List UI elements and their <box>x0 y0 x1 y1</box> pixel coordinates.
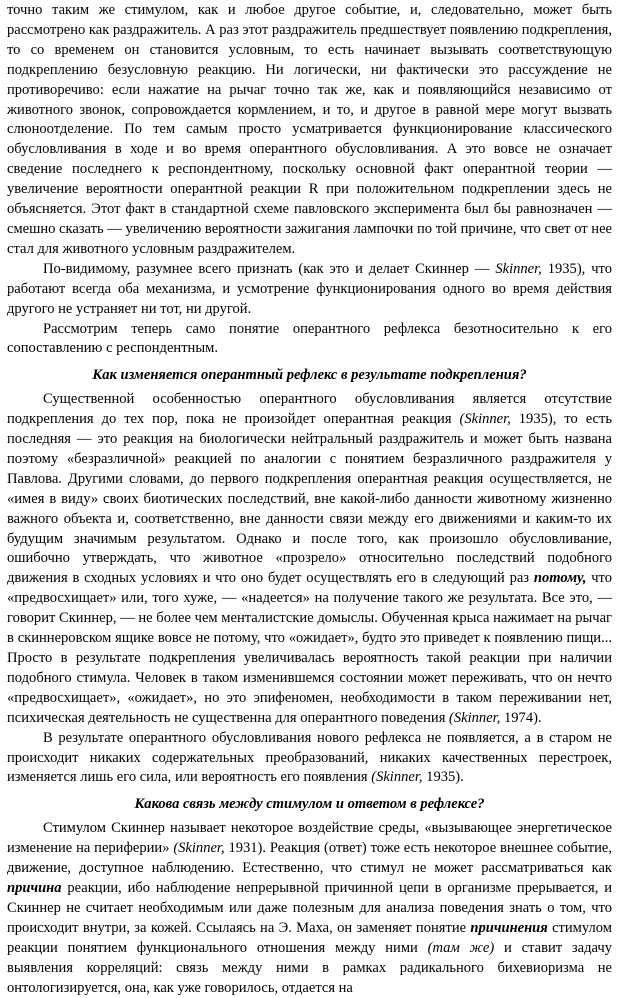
emphasis: потому, <box>533 570 587 587</box>
citation: Skinner, <box>495 260 542 277</box>
paragraph-5: В результате оперантного обусловливания нового рефлекса не появляется, а в старом не происходит никаких содержательных преобразований, никаких качественных перестроек, изменяется лишь его сила, или вероятность его появления (Skinner, 1935). <box>7 729 612 786</box>
section-heading-1: Как изменяется оперантный рефлекс в результате подкрепления? <box>92 367 527 384</box>
paragraph-3: Рассмотрим теперь само понятие оперантного рефлекса безотносительно к его сопоставлению с респондентным. <box>7 320 612 357</box>
citation: (Skinner, <box>449 709 501 726</box>
paragraph-6: Стимулом Скиннер называет некоторое воздействие среды, «вызывающее энергетическое изменение на периферии» (Skinner, 1931). Реакция (ответ) тоже есть некоторое внешнее событие, движение, доступное наблюдению. Естественно, что стимул не может рассматриваться как причина реакции, ибо наблюдение непрерывной причинной цепи в организме прерывается, и Скиннер не считает необходимым или даже полезным для анализа поведения знать о том, что происходит внутри, за кожей. Ссылаясь на Э. Маха, он заменяет понятие причинения стимулом реакции понятием функционального отношения между ними (там же) и ставит задачу выявления корреляций: связь между ними в рамках радикального бихевиоризма не онтологизируется, она, как уже говорилось, отдается на <box>7 820 612 996</box>
citation: (Skinner, <box>459 411 511 428</box>
paragraph-4: Существенной особенностью оперантного обусловливания является отсутствие подкрепления до тех пор, пока не произойдет оперантная реакция (Skinner, 1935), то есть последняя — это реакция на биологически нейтральный раздражитель и может быть названа поэтому «безразличной» реакцией по аналогии с понятием безразличного раздражителя у Павлова. Другими словами, до первого подкрепления оперантная реакция осуществляется, не «имея в виду» своих биотических последствий, вне какой-либо данности животному жизненно важного объекта и, соответственно, вне данности связи между его движениями и каким-то их будущим значимым результатом. Однако и после того, как произошло обусловливание, ошибочно утверждать, что животное «прозрело» относительно последствий подобного движения в сходных условиях и что оно будет осуществлять его в следующий раз потому, что «предвосхищает» или, того хуже, — «надеется» на получение такого же результата. Все это, — говорит Скиннер, — не более чем менталистские домыслы. Обученная крыса нажимает на рычаг в скиннеровском ящике вовсе не потому, что «ожидает», будто это приведет к появлению пищи... Просто в результате подкрепления увеличивалась вероятность такой реакции при наличии подобного стимула. Человек в таком изменившемся состоянии может переживать, что он нечто «предвосхищает», «ожидает», но это эпифеномен, необходимости в таком переживании нет, психическая деятельность не существенна для оперантного поведения (Skinner, 1974). <box>7 391 612 726</box>
emphasis: причина <box>7 879 62 896</box>
emphasis: причинения <box>470 919 548 936</box>
paragraph-2: По-видимому, разумнее всего признать (как это и делает Скиннер — Skinner, 1935), что работают всегда оба механизма, и усмотрение функционирования одного во время действия другого не устраняет ни тот, ни другой. <box>7 260 612 317</box>
section-heading-2: Какова связь между стимулом и ответом в рефлексе? <box>134 796 485 813</box>
paragraph-1: точно таким же стимулом, как и любое другое событие, и, следовательно, может быть рассмотрено как раздражитель. А раз этот раздражитель предшествует появлению подкрепления, то со временем он становится условным, то есть начинает вызывать соответствующую подкреплению безусловную реакцию. Ни логически, ни фактически это рассуждение не противоречиво: если нажатие на рычаг точно так же, как и появляющийся независимо от животного звонок, сопровождается кормлением, и то, и другое в равной мере могут вызвать слюноотделение. По тем самым просто усматривается функционирование классического обусловливания в ходе и во время оперантного обусловливания. А это вовсе не означает сведение последнего к респондентному, поскольку основной факт оперантной теории — увеличение вероятности оперантной реакции R при положительном подкреплении здесь не объясняется. Этот факт в стандартной схеме павловского эксперимента был бы равнозначен — смешно сказать — увеличению вероятности зажигания лампочки по той причине, что свет от нее стал для животного условным раздражителем. <box>7 2 612 257</box>
citation: (Skinner, <box>173 840 225 857</box>
citation: (Skinner, <box>371 769 423 786</box>
citation: (там же) <box>427 939 495 956</box>
